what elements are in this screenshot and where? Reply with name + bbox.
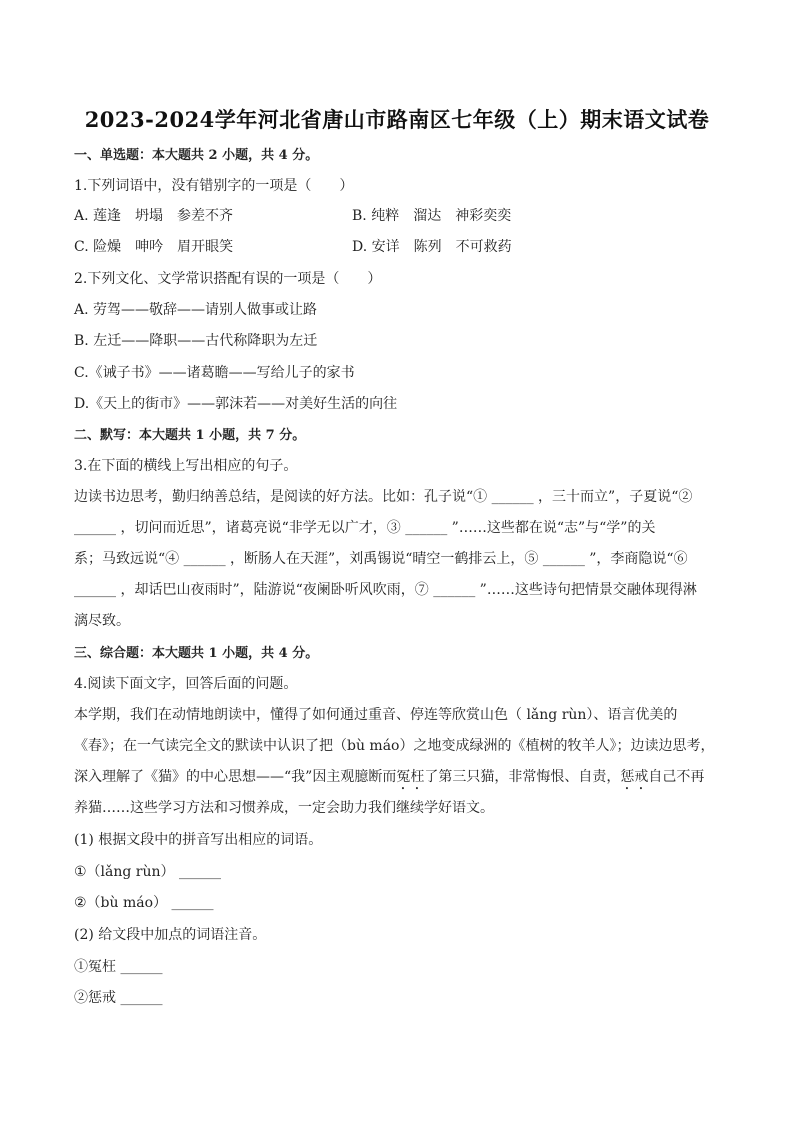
q4-passage-text: 自己不再 — [648, 769, 705, 785]
section-3-heading: 三、综合题：本大题共 1 小题，共 4 分。 — [74, 646, 319, 661]
q4-sub2-b: ②惩戒 ______ — [74, 990, 163, 1006]
section-1-heading: 一、单选题：本大题共 2 小题，共 4 分。 — [74, 148, 319, 163]
dotted-word-2: 惩戒 — [620, 769, 649, 785]
q2-option-c: C.《诫子书》——诸葛瞻——写给儿子的家书 — [74, 365, 355, 381]
q4-sub2: (2) 给文段中加点的词语注音。 — [74, 927, 267, 943]
q4-sub1-a: ①（lǎng rùn） ______ — [74, 864, 221, 880]
q4-passage-line: 养猫……这些学习方法和习惯养成，一定会助力我们继续学好语文。 — [74, 800, 494, 816]
q2-option-d: D.《天上的街市》——郭沫若——对美好生活的向往 — [74, 396, 398, 412]
q3-text-line: 漓尽致。 — [74, 613, 130, 629]
q3-text-line: 系；马致远说“④ ______ ，断肠人在天涯”，刘禹锡说“晴空一鹤排云上，⑤ ______ ”，李商隐说“⑥ — [74, 551, 688, 567]
q4-passage-line — [74, 767, 704, 793]
q4-stem: 4.阅读下面文字，回答后面的问题。 — [74, 676, 298, 692]
q1-option-a: A. 莲逢 坍塌 参差不齐 — [74, 208, 234, 224]
q1-stem: 1.下列词语中，没有错别字的一项是（ ） — [74, 178, 354, 194]
q4-passage-text: 深入理解了《猫》的中心思想——“我”因主观臆断而 — [74, 769, 397, 785]
q3-text-line: ______ ，却话巴山夜雨时”，陆游说“夜阑卧听风吹雨，⑦ ______ ”……这些诗句把情景交融体现得淋 — [74, 582, 697, 598]
q4-passage-text: 了第三只猫，非常悔恨、自责， — [424, 769, 621, 785]
q2-option-a: A. 劳驾——敬辞——请别人做事或让路 — [74, 302, 318, 318]
q3-text-line: ______ ，切问而近思”，诸葛亮说“非学无以广才，③ ______ ”……这些都在说“志”与“学”的关 — [74, 520, 656, 536]
q2-stem: 2.下列文化、文学常识搭配有误的一项是（ ） — [74, 271, 382, 287]
q1-option-d: D. 安详 陈列 不可救药 — [352, 239, 512, 255]
q4-passage-line: 《春》；在一气读完全文的默读中认识了把（bù máo）之地变成绿洲的《植树的牧羊人》；边读边思考， — [74, 738, 715, 754]
section-2-heading: 二、默写：本大题共 1 小题，共 7 分。 — [74, 428, 306, 443]
q4-sub1: (1) 根据文段中的拼音写出相应的词语。 — [74, 832, 323, 848]
q4-sub2-a: ①冤枉 ______ — [74, 959, 163, 975]
dotted-word-1: 冤枉 — [396, 769, 425, 785]
q4-passage-line: 本学期，我们在动情地朗读中，懂得了如何通过重音、停连等欣赏山色（ lǎng rùn）、语言优美的 — [74, 707, 678, 723]
q2-option-b: B. 左迁——降职——古代称降职为左迁 — [74, 333, 318, 349]
q3-text-line: 边读书边思考，勤归纳善总结，是阅读的好方法。比如：孔子说“① ______ ，三十而立”，子夏说“② — [74, 489, 693, 505]
page-title: 2023-2024学年河北省唐山市路南区七年级（上）期末语文试卷 — [84, 107, 710, 132]
q3-stem: 3.在下面的横线上写出相应的句子。 — [74, 458, 298, 474]
q1-option-b: B. 纯粹 溜达 神彩奕奕 — [352, 208, 512, 224]
q4-sub1-b: ②（bù máo） ______ — [74, 895, 214, 911]
q1-option-c: C. 险燥 呻吟 眉开眼笑 — [74, 239, 234, 255]
